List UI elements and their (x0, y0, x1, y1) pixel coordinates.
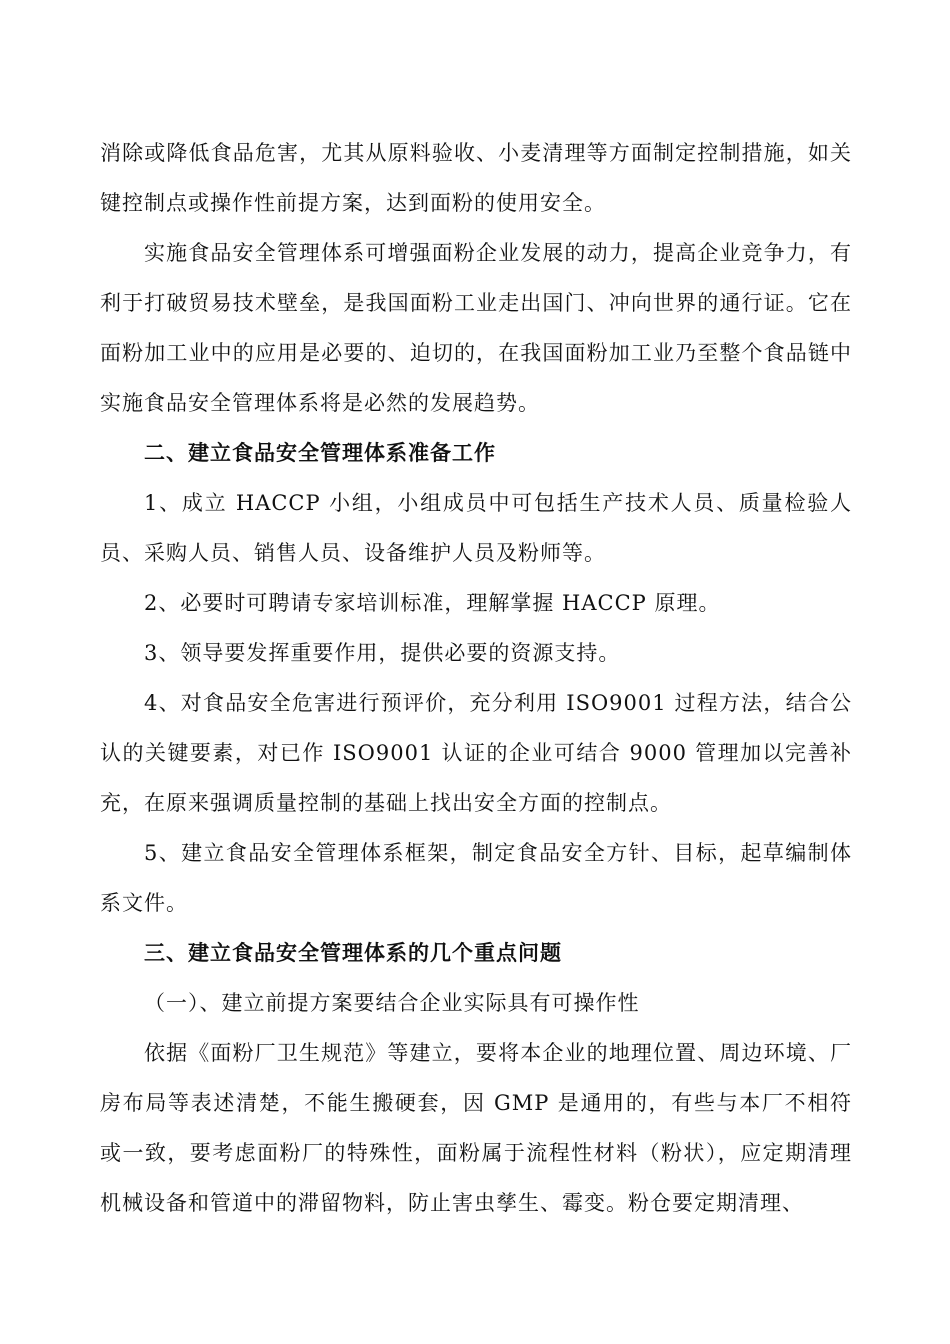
section-heading-3: 三、建立食品安全管理体系的几个重点问题 (144, 941, 562, 965)
list-item-3: 3、领导要发挥重要作用，提供必要的资源支持。 (144, 641, 621, 665)
list-item-5: 5、建立食品安全管理体系框架，制定食品安全方针、目标，起草编制体系文件。 (100, 841, 852, 915)
list-item-4: 4、对食品安全危害进行预评价，充分利用 ISO9001 过程方法，结合公认的关键要素，对已作 ISO9001 认证的企业可结合 9000 管理加以完善补充，在原来强调质量控制的基础上找出安全方面的控制点。 (100, 691, 852, 815)
list-item-1: 1、成立 HACCP 小组，小组成员中可包括生产技术人员、质量检验人员、采购人员、销售人员、设备维护人员及粉师等。 (100, 491, 852, 565)
section-heading-2: 二、建立食品安全管理体系准备工作 (144, 441, 496, 465)
paragraph-gmp: 依据《面粉厂卫生规范》等建立，要将本企业的地理位置、周边环境、厂房布局等表述清楚，不能生搬硬套，因 GMP 是通用的，有些与本厂不相符或一致，要考虑面粉厂的特殊性，面粉属于流程性材料（粉状），应定期清理机械设备和管道中的滞留物料，防止害虫孳生、霉变。粉仓要定期清理、 (100, 1041, 852, 1215)
paragraph-intro: 消除或降低食品危害，尤其从原料验收、小麦清理等方面制定控制措施，如关键控制点或操作性前提方案，达到面粉的使用安全。 (100, 141, 852, 215)
list-item-2: 2、必要时可聘请专家培训标准，理解掌握 HACCP 原理。 (144, 591, 721, 615)
subsection-heading-1: （一）、建立前提方案要结合企业实际具有可操作性 (144, 991, 640, 1015)
paragraph-significance: 实施食品安全管理体系可增强面粉企业发展的动力，提高企业竞争力，有利于打破贸易技术壁垒，是我国面粉工业走出国门、冲向世界的通行证。它在面粉加工业中的应用是必要的、迫切的，在我国面粉加工业乃至整个食品链中实施食品安全管理体系将是必然的发展趋势。 (100, 241, 852, 415)
document-page (100, 128, 852, 1228)
